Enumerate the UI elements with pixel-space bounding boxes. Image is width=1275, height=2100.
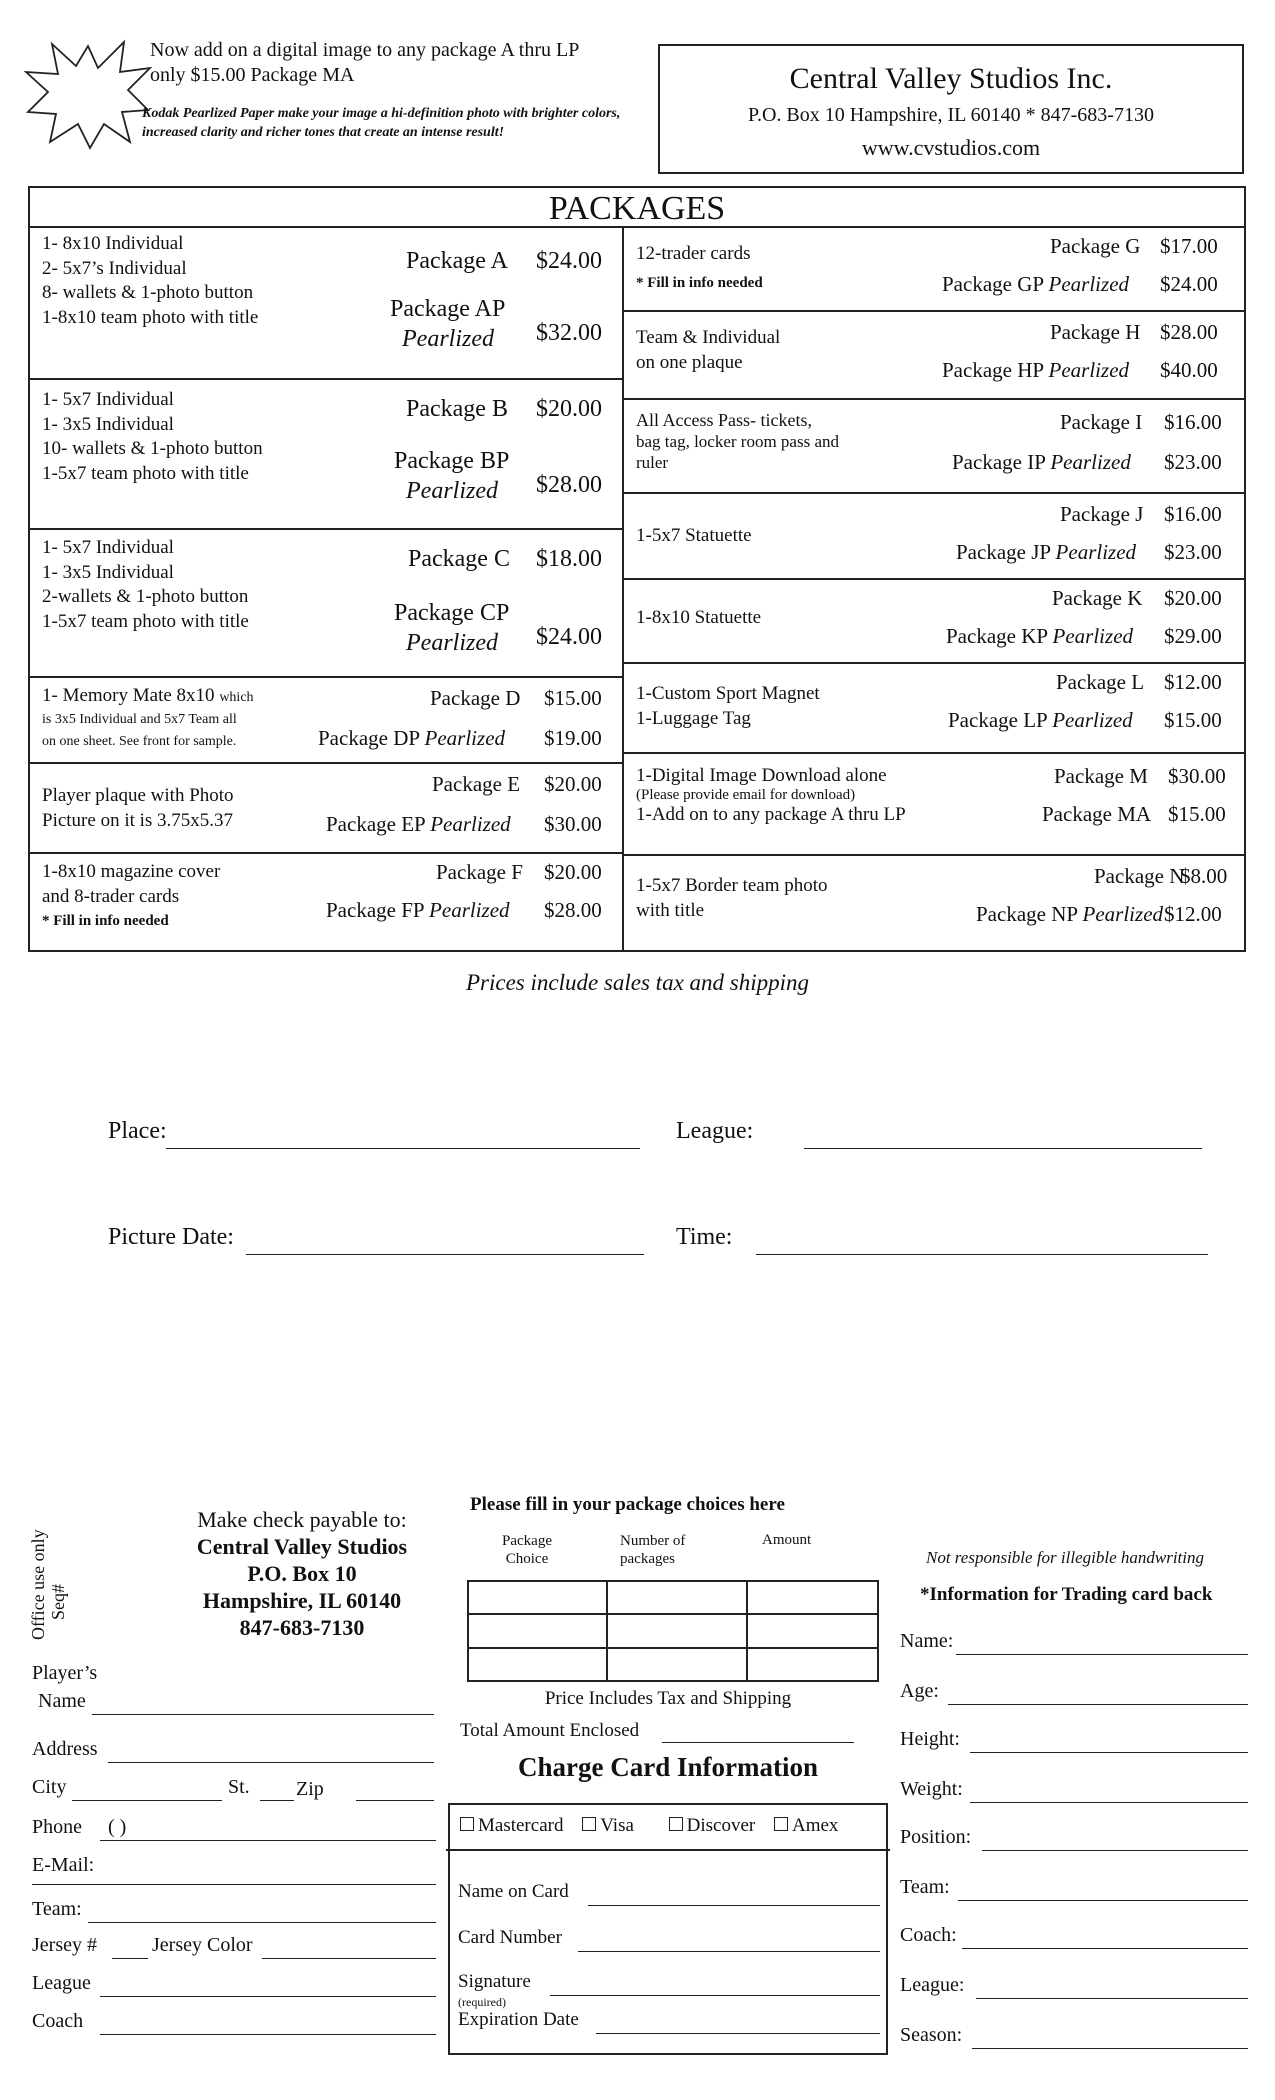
package-j-name: Package J: [1060, 502, 1144, 526]
package-g-price: $17.00: [1160, 234, 1218, 258]
package-jp-name: Package JP Pearlized: [956, 540, 1137, 564]
package-cell-g: [624, 228, 1246, 312]
package-a-name: Package A: [406, 248, 508, 274]
package-i-price: $16.00: [1164, 410, 1222, 434]
trading-name-label: Name:: [900, 1630, 954, 1652]
office-use: Office use only Seq#: [28, 1529, 68, 1640]
package-m-name: Package M: [1054, 764, 1148, 788]
trading-season-label: Season:: [900, 2024, 963, 2046]
promo-line2: only $15.00 Package MA: [150, 64, 355, 86]
package-l-price: $12.00: [1164, 670, 1222, 694]
picture-date-label: Picture Date:: [108, 1224, 234, 1250]
package-m-price: $30.00: [1168, 764, 1226, 788]
package-h-name: Package H: [1050, 320, 1141, 344]
package-e-desc: Player plaque with Photo Picture on it is 3.75x5.37: [42, 785, 234, 831]
coach-player-line[interactable]: [100, 2034, 436, 2035]
package-n-price: $8.00: [1180, 864, 1228, 888]
package-jp-price: $23.00: [1164, 540, 1222, 564]
checkbox-icon: [582, 1817, 596, 1831]
charge-title: Charge Card Information: [518, 1752, 818, 1782]
package-hp-price: $40.00: [1160, 358, 1218, 382]
discover-option[interactable]: Discover: [669, 1815, 756, 1836]
package-c-desc: 1- 5x7 Individual 1- 3x5 Individual 2-wallets & 1-photo button 1-5x7 team photo with title: [42, 537, 249, 632]
package-gp-price: $24.00: [1160, 272, 1218, 296]
zip-label: Zip: [296, 1778, 324, 1800]
package-cell-n: [624, 856, 1246, 952]
package-f-name: Package F: [436, 860, 523, 884]
package-cp-name: Package CP: [394, 600, 510, 626]
package-m-desc: 1-Digital Image Download alone (Please provide email for download) 1-Add on to any package A thru LP: [636, 765, 906, 825]
package-np-price: $12.00: [1164, 902, 1222, 926]
package-n-desc: 1-5x7 Border team photo with title: [636, 875, 828, 921]
package-l-desc: 1-Custom Sport Magnet 1-Luggage Tag: [636, 683, 820, 729]
time-label: Time:: [676, 1224, 733, 1250]
package-j-price: $16.00: [1164, 502, 1222, 526]
player-name-label: Name: [38, 1690, 86, 1712]
package-cell-e: [30, 764, 622, 854]
package-n-name: Package N: [1094, 864, 1185, 888]
signature-label: Signature: [458, 1971, 531, 1992]
name-on-card-line[interactable]: [588, 1905, 880, 1906]
package-a-desc: 1- 8x10 Individual 2- 5x7’s Individual 8- wallets & 1-photo button 1-8x10 team photo with title: [42, 233, 259, 328]
league-player-line[interactable]: [100, 1996, 436, 1997]
trading-height-line[interactable]: [970, 1752, 1248, 1753]
package-f-price: $20.00: [544, 860, 602, 884]
league-player-label: League: [32, 1972, 91, 1994]
trading-age-line[interactable]: [948, 1704, 1248, 1705]
amount-cell[interactable]: [747, 1614, 878, 1647]
address-line[interactable]: [108, 1762, 434, 1763]
package-ip-price: $23.00: [1164, 450, 1222, 474]
tax-note: Price Includes Tax and Shipping: [544, 1688, 792, 1709]
packages-table: [28, 186, 1246, 952]
package-fp-price: $28.00: [544, 898, 602, 922]
trading-position-label: Position:: [900, 1826, 972, 1848]
team-line[interactable]: [88, 1922, 436, 1923]
city-line[interactable]: [72, 1800, 222, 1801]
choices-grid: [467, 1580, 879, 1682]
package-b-desc: 1- 5x7 Individual 1- 3x5 Individual 10- wallets & 1-photo button 1-5x7 team photo with title: [42, 389, 263, 484]
visa-option[interactable]: Visa: [582, 1815, 634, 1836]
mastercard-option[interactable]: Mastercard: [460, 1815, 563, 1836]
handwriting-disclaimer: Not responsible for illegible handwriting: [926, 1548, 1204, 1567]
package-ep-price: $30.00: [544, 812, 602, 836]
package-fp-name: Package FP Pearlized: [326, 898, 510, 922]
package-lp-name: Package LP Pearlized: [948, 708, 1133, 732]
promo-text: [150, 38, 620, 88]
card-number-label: Card Number: [458, 1927, 562, 1948]
package-d-name: Package D: [430, 686, 521, 710]
players-label: Player’s: [32, 1662, 98, 1684]
package-k-name: Package K: [1052, 586, 1143, 610]
charge-card-box: [448, 1803, 888, 2055]
package-ap-price: $32.00: [536, 320, 602, 346]
expiration-label: Expiration Date: [458, 2009, 579, 2030]
choices-col-number: Number of packages: [620, 1533, 686, 1567]
name-on-card-label: Name on Card: [458, 1881, 569, 1902]
package-g-name: Package G: [1050, 234, 1141, 258]
package-cell-h: [624, 312, 1246, 400]
company-website[interactable]: www.cvstudios.com: [861, 135, 1041, 160]
choice-cell[interactable]: [468, 1581, 607, 1614]
prices-note: Prices include sales tax and shipping: [465, 970, 810, 995]
package-cell-f: [30, 854, 622, 952]
jersey-color-line[interactable]: [262, 1958, 436, 1959]
package-j-desc: 1-5x7 Statuette: [636, 525, 752, 546]
choice-cell[interactable]: [468, 1648, 607, 1681]
required-note: (required): [458, 1995, 506, 2009]
package-kp-name: Package KP Pearlized: [946, 624, 1134, 648]
trading-season-line[interactable]: [972, 2048, 1248, 2049]
kodak-note: Kodak Pearlized Paper make your image a hi-definition photo with brighter colors, increased clarity and richer tones that create an intense result!: [142, 106, 621, 140]
checkbox-icon: [669, 1817, 683, 1831]
trading-team-line[interactable]: [958, 1900, 1248, 1901]
jersey-number-label: Jersey #: [32, 1934, 97, 1956]
player-name-line[interactable]: [92, 1714, 434, 1715]
city-label: City: [32, 1776, 67, 1798]
package-cp-pearl: Pearlized: [406, 630, 498, 656]
email-label: E-Mail:: [32, 1854, 95, 1876]
checkbox-icon: [774, 1817, 788, 1831]
company-name: Central Valley Studios Inc.: [789, 62, 1113, 95]
choices-col-package: Package Choice: [502, 1533, 552, 1567]
package-cell-m: [624, 754, 1246, 856]
package-hp-name: Package HP Pearlized: [942, 358, 1130, 382]
choices-title: Please fill in your package choices here: [470, 1494, 785, 1515]
league-line[interactable]: [804, 1148, 1202, 1149]
package-l-name: Package L: [1056, 670, 1145, 694]
phone-line[interactable]: [100, 1840, 436, 1841]
league-label: League:: [676, 1118, 754, 1144]
zip-line[interactable]: [356, 1800, 434, 1801]
package-lp-price: $15.00: [1164, 708, 1222, 732]
card-type-row: [460, 1815, 838, 1837]
package-ap-pearl: Pearlized: [402, 326, 494, 352]
package-a-price: $24.00: [536, 248, 602, 274]
number-cell[interactable]: [607, 1614, 746, 1647]
package-dp-price: $19.00: [544, 726, 602, 750]
promo-line1: Now add on a digital image to any package A thru LP: [150, 39, 580, 61]
package-bp-price: $28.00: [536, 472, 602, 498]
package-i-desc: All Access Pass- tickets, bag tag, locker room pass and ruler: [636, 410, 839, 472]
jersey-color-label: Jersey Color: [152, 1934, 253, 1956]
package-cell-d: [30, 678, 622, 764]
place-label: Place:: [108, 1118, 167, 1144]
packages-title: PACKAGES: [30, 188, 1244, 228]
package-ma-price: $15.00: [1168, 802, 1226, 826]
package-ap-name: Package AP: [390, 296, 506, 322]
package-dp-name: Package DP Pearlized: [318, 726, 506, 750]
package-d-price: $15.00: [544, 686, 602, 710]
starburst-icon: [24, 38, 152, 150]
package-cell-k: [624, 580, 1246, 664]
package-ep-name: Package EP Pearlized: [326, 812, 511, 836]
company-address: P.O. Box 10 Hampshire, IL 60140 * 847-683-7130: [748, 104, 1154, 126]
team-label: Team:: [32, 1898, 82, 1920]
trading-team-label: Team:: [900, 1876, 950, 1898]
package-b-price: $20.00: [536, 396, 602, 422]
package-ip-name: Package IP Pearlized: [952, 450, 1131, 474]
trading-weight-label: Weight:: [900, 1778, 963, 1800]
total-label: Total Amount Enclosed: [460, 1720, 640, 1741]
package-cell-b: [30, 380, 622, 530]
number-cell[interactable]: [607, 1648, 746, 1681]
card-type-divider: [446, 1849, 890, 1851]
package-c-price: $18.00: [536, 546, 602, 572]
trading-position-line[interactable]: [982, 1850, 1248, 1851]
package-np-name: Package NP Pearlized: [976, 902, 1164, 926]
package-cp-price: $24.00: [536, 624, 602, 650]
package-bp-name: Package BP: [394, 448, 510, 474]
package-cell-j: [624, 494, 1246, 580]
company-box: [658, 44, 1244, 174]
signature-line[interactable]: [550, 1995, 880, 1996]
amex-option[interactable]: Amex: [774, 1815, 838, 1836]
package-ma-name: Package MA: [1042, 802, 1152, 826]
package-k-price: $20.00: [1164, 586, 1222, 610]
expiration-line[interactable]: [596, 2033, 880, 2034]
trading-name-line[interactable]: [956, 1654, 1248, 1655]
jersey-number-line[interactable]: [112, 1958, 148, 1959]
package-cell-a: [30, 228, 622, 380]
package-gp-name: Package GP Pearlized: [942, 272, 1130, 296]
package-cell-i: [624, 400, 1246, 494]
trading-weight-line[interactable]: [970, 1802, 1248, 1803]
package-i-name: Package I: [1060, 410, 1143, 434]
trading-coach-label: Coach:: [900, 1924, 957, 1946]
trading-league-label: League:: [900, 1974, 965, 1996]
choice-cell[interactable]: [468, 1614, 607, 1647]
package-e-price: $20.00: [544, 772, 602, 796]
card-number-line[interactable]: [578, 1951, 880, 1952]
package-d-desc: 1- Memory Mate 8x10 which is 3x5 Individual and 5x7 Team all on one sheet. See front for sample.: [42, 685, 254, 749]
choices-col-amount: Amount: [762, 1532, 812, 1548]
trading-league-line[interactable]: [976, 1998, 1248, 1999]
trading-age-label: Age:: [900, 1680, 939, 1702]
package-c-name: Package C: [408, 546, 510, 572]
amount-cell[interactable]: [747, 1581, 878, 1614]
trading-height-label: Height:: [900, 1728, 960, 1750]
state-label: St.: [228, 1776, 250, 1798]
package-h-desc: Team & Individual on one plaque: [636, 327, 781, 373]
place-line[interactable]: [166, 1148, 640, 1149]
package-kp-price: $29.00: [1164, 624, 1222, 648]
email-line[interactable]: [32, 1884, 436, 1885]
package-cell-c: [30, 530, 622, 678]
package-f-desc: 1-8x10 magazine cover and 8-trader cards * Fill in info needed: [42, 861, 221, 929]
total-line[interactable]: [662, 1742, 854, 1743]
package-h-price: $28.00: [1160, 320, 1218, 344]
package-k-desc: 1-8x10 Statuette: [636, 607, 762, 628]
state-line[interactable]: [260, 1800, 294, 1801]
number-cell[interactable]: [607, 1581, 746, 1614]
phone-label: Phone: [32, 1816, 82, 1838]
payable-block: Make check payable to: Central Valley Studios P.O. Box 10 Hampshire, IL 60140 847-683-7130: [196, 1507, 408, 1640]
time-line[interactable]: [756, 1254, 1208, 1255]
trading-title: *Information for Trading card back: [920, 1584, 1213, 1605]
package-e-name: Package E: [432, 772, 521, 796]
package-bp-pearl: Pearlized: [406, 478, 498, 504]
address-label: Address: [32, 1738, 98, 1760]
package-g-desc: 12-trader cards * Fill in info needed: [636, 243, 763, 291]
picture-date-line[interactable]: [246, 1254, 644, 1255]
checkbox-icon: [460, 1817, 474, 1831]
package-b-name: Package B: [406, 396, 508, 422]
coach-player-label: Coach: [32, 2010, 84, 2032]
package-cell-l: [624, 664, 1246, 754]
trading-coach-line[interactable]: [962, 1948, 1248, 1949]
amount-cell[interactable]: [747, 1648, 878, 1681]
phone-parens: ( ): [108, 1816, 127, 1838]
